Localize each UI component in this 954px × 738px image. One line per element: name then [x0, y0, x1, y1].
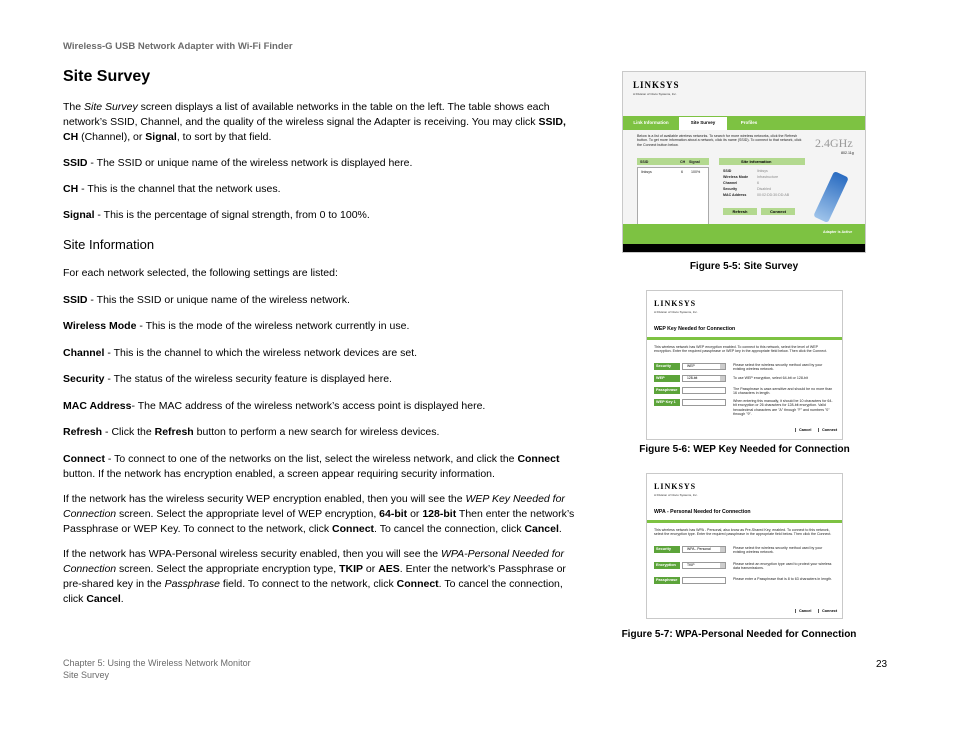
col-ch[interactable]: CH — [680, 160, 686, 164]
refresh-button[interactable]: Refresh — [723, 208, 757, 215]
footer-section: Site Survey — [63, 670, 110, 680]
figure-site-survey — [622, 71, 866, 253]
security-label: Security — [654, 363, 680, 370]
intro-paragraph: The Site Survey screen displays a list of available networks in the table on the left. The table shows each network’s SSID, Channel, and the quality of the wireless signal the Adapter is receiving. You may click SSID, CH (Channel), or Signal, to sort by that field. — [63, 101, 566, 143]
caption-figure-5-5: Figure 5-5: Site Survey — [689, 261, 799, 272]
frequency-badge: 2.4GHz — [815, 136, 853, 150]
passphrase-note: The Passphrase is case-sensitive and should be no more than 16 characters in length. — [733, 387, 833, 396]
encryption-label: Encryption — [654, 562, 680, 569]
encryption-note: Please select an encryption type used to protect your wireless data transmissions. — [733, 562, 832, 571]
wpa-paragraph: If the network has WPA-Personal wireless security enabled, then you will see the WPA-Personal Needed for Connection screen. Select the appropriate encryption type, TKIP or AES. Enter the network’s Passphrase or pre-shared key in the Passphrase field. To connect to the network, click Connect. To cancel the connection, click Cancel. — [63, 548, 566, 605]
info-channel: Channel — [723, 181, 738, 185]
passphrase-input[interactable] — [682, 387, 726, 394]
network-row-ssid[interactable]: linksys — [641, 170, 652, 174]
wep-paragraph: If the network has the wireless security WEP encryption enabled, then you will see the WEP Key Needed for Connection screen. Select the appropriate level of WEP encryption, 64-bit or 128-bit Then enter the network’s Passphrase or WEP Key. To connect to the network, click Connect. To cancel the connection, click Cancel. — [63, 493, 575, 535]
passphrase-label: Passphrase — [654, 387, 680, 394]
info-channel-value: 6 — [757, 181, 759, 185]
security-select[interactable]: WPA - Personal — [682, 546, 726, 553]
refresh-definition: Refresh - Click the Refresh button to perform a new search for wireless devices. — [63, 426, 440, 438]
passphrase-note: Please enter a Passphrase that is 8 to 63 characters in length. — [733, 577, 833, 581]
wep-key-input[interactable] — [682, 399, 726, 406]
bottom-bar — [623, 244, 866, 253]
linksys-logo: LINKSYS — [654, 299, 697, 308]
figure-wep-key — [646, 290, 843, 440]
site-information-heading: Site Information — [63, 237, 155, 252]
footer-chapter: Chapter 5: Using the Wireless Network Monitor — [63, 658, 251, 668]
info-mac: MAC Address — [723, 193, 747, 197]
connect-button[interactable]: Connect — [761, 208, 795, 215]
running-header: Wireless-G USB Network Adapter with Wi-Fi Finder — [63, 41, 293, 52]
wpa-description: This wireless network has WPA - Personal, also know as Pre-Shared Key, enabled. To connect to this network, select the encryption type. Enter the required passphrase in the appropriate field below. Then click the Connect. — [654, 528, 832, 537]
figure-wpa-personal — [646, 473, 843, 619]
logo-tagline: A Division of Cisco Systems, Inc. — [633, 92, 677, 96]
caption-figure-5-7: Figure 5-7: WPA-Personal Needed for Connection — [621, 629, 857, 640]
page-number: 23 — [876, 659, 888, 670]
tab-site-survey[interactable]: Site Survey — [679, 117, 727, 130]
passphrase-input[interactable] — [682, 577, 726, 584]
info-mode: Wireless Mode — [723, 175, 749, 179]
info-mode-value: Infrastructure — [757, 175, 779, 179]
title-rule — [647, 337, 843, 340]
encryption-select[interactable]: TKIP — [682, 562, 726, 569]
network-row-ch[interactable]: 6 — [681, 170, 683, 174]
title-rule — [647, 520, 843, 523]
si-mac-definition: MAC Address- The MAC address of the wireless network’s access point is displayed here. — [63, 400, 486, 412]
security-note: Please select the wireless security method used by your existing wireless network. — [733, 546, 823, 555]
cancel-button[interactable]: Cancel — [795, 609, 811, 613]
adapter-status: Adapter is Active — [823, 230, 853, 234]
security-note: Please select the wireless security method used by your existing wireless network. — [733, 363, 823, 372]
si-ssid-definition: SSID - This the SSID or unique name of the wireless network. — [63, 294, 350, 306]
connect-definition: Connect - To connect to one of the networks on the list, select the wireless network, and click the Connect button. If the network has encryption enabled, a screen appear requiring security information. — [63, 453, 560, 480]
wep-dialog-title: WEP Key Needed for Connection — [654, 326, 736, 332]
cancel-button[interactable]: Cancel — [795, 428, 811, 432]
info-security-value: Disabled — [757, 187, 771, 191]
si-mode-definition: Wireless Mode - This is the mode of the wireless network currently in use. — [63, 320, 410, 332]
wep-description: This wireless network has WEP encryption enabled. To connect to this network, select the level of WEP encryption. Enter the required passphrase or WEP key in the appropriate field below. Then click the Connect. — [654, 345, 828, 354]
wep-level-select[interactable]: 128-bit — [682, 375, 726, 382]
site-survey-description: Below is a list of available wireless networks. To search for more wireless networks, click the Refresh button. To get more information about a network, click its name (SSID). To connect to that network, click the Connect button below. — [637, 134, 802, 147]
logo-tagline: A Division of Cisco Systems, Inc. — [654, 310, 698, 314]
site-info-intro: For each network selected, the following settings are listed: — [63, 267, 338, 279]
info-security: Security — [723, 187, 738, 191]
linksys-logo: LINKSYS — [633, 80, 680, 90]
connect-button[interactable]: Connect — [818, 609, 837, 613]
security-select[interactable]: WEP — [682, 363, 726, 370]
wep-label: WEP — [654, 375, 680, 382]
tab-link-information[interactable]: Link Information — [633, 120, 669, 125]
info-ssid: SSID — [723, 169, 732, 173]
caption-figure-5-6: Figure 5-6: WEP Key Needed for Connection — [639, 444, 850, 455]
info-ssid-value: linksys — [757, 169, 768, 173]
usb-adapter-image — [813, 171, 849, 223]
site-info-header: Site Information — [719, 158, 805, 165]
page-footer — [63, 657, 251, 681]
signal-definition: Signal - This is the percentage of signal strength, from 0 to 100%. — [63, 209, 370, 221]
passphrase-label: Passphrase — [654, 577, 680, 584]
tab-profiles[interactable]: Profiles — [740, 120, 758, 125]
si-channel-definition: Channel - This is the channel to which the wireless network devices are set. — [63, 347, 418, 359]
ssid-definition: SSID - The SSID or unique name of the wireless network is displayed here. — [63, 157, 413, 169]
security-label: Security — [654, 546, 680, 553]
standard-badge: 802.11g — [841, 151, 854, 155]
info-mac-value: 00:02:DD:30:DD:AB — [757, 193, 790, 197]
wep-key-note: When entering this manually, it should be 10 characters for 64-bit encryption or 26 characters for 128-bit encryption. Valid hexadecimal characters are "A" through "F" and numbers "0" through "9". — [733, 399, 833, 417]
wpa-dialog-title: WPA - Personal Needed for Connection — [654, 509, 751, 515]
col-signal[interactable]: Signal — [689, 160, 700, 164]
logo-tagline: A Division of Cisco Systems, Inc. — [654, 493, 698, 497]
wep-level-note: To use WEP encryption, select 64-bit or 128-bit — [733, 376, 808, 380]
col-ssid[interactable]: SSID — [640, 160, 649, 164]
network-row-signal[interactable]: 100% — [691, 170, 701, 174]
linksys-logo: LINKSYS — [654, 482, 697, 491]
ch-definition: CH - This is the channel that the network uses. — [63, 183, 281, 195]
wep-key-label: WEP Key 1 — [654, 399, 680, 406]
page-title: Site Survey — [63, 68, 151, 85]
si-security-definition: Security - The status of the wireless security feature is displayed here. — [63, 373, 392, 385]
connect-button[interactable]: Connect — [818, 428, 837, 432]
